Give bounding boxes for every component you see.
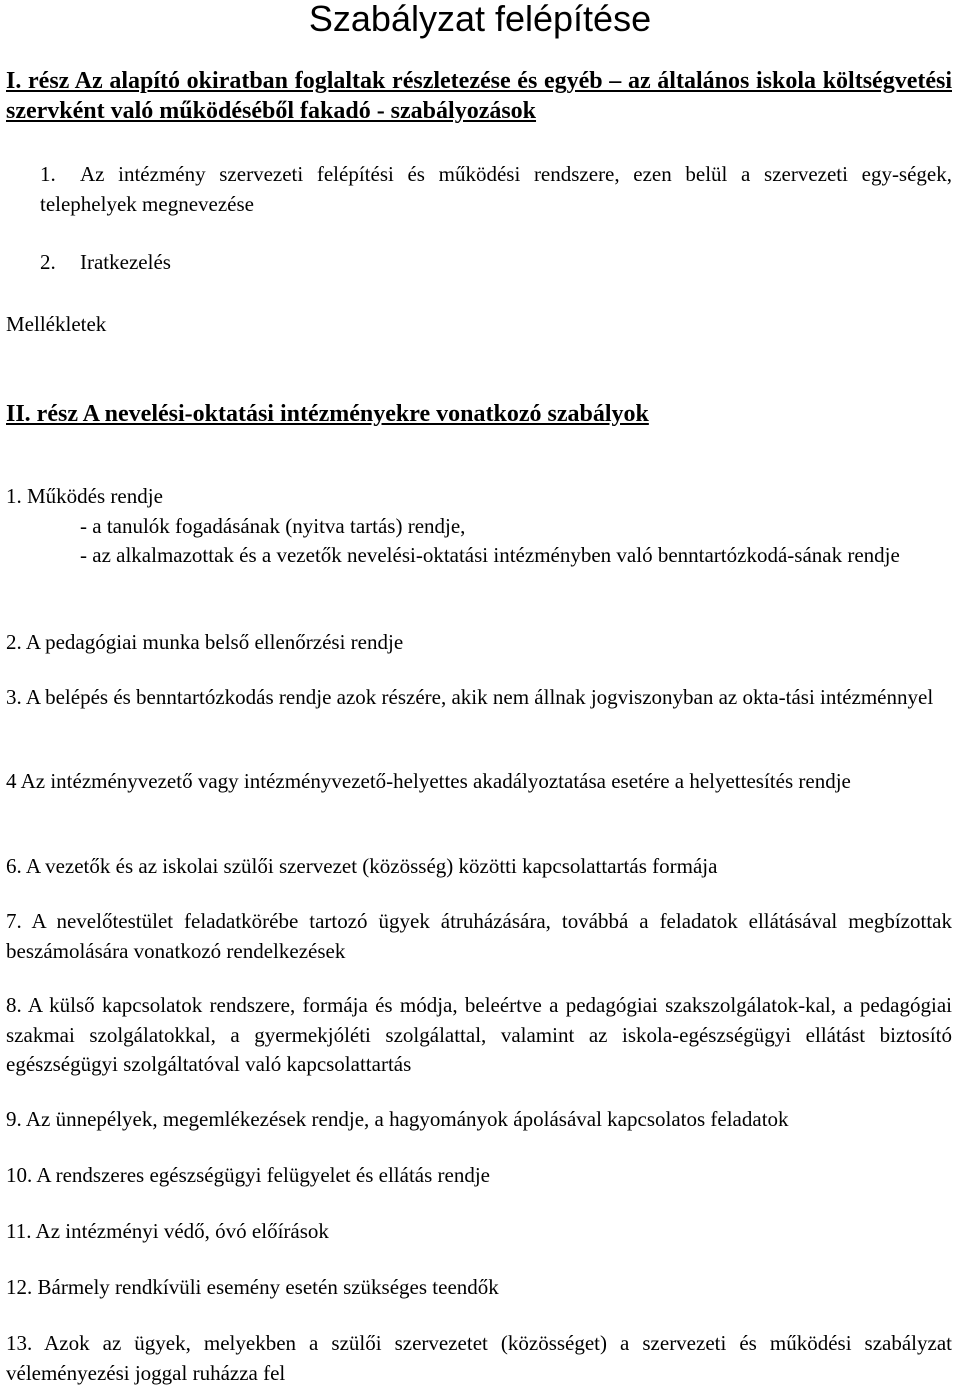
part2-item-6: 6. A vezetők és az iskolai szülői szervezet (közösség) közötti kapcsolattartás formája bbox=[6, 854, 718, 878]
part1-item-2-text: Iratkezelés bbox=[80, 250, 171, 274]
part2-item-12: 12. Bármely rendkívüli esemény esetén szükséges teendők bbox=[6, 1275, 499, 1299]
part2-item-1-sub-2: - az alkalmazottak és a vezetők nevelési-oktatási intézményben való benntartózkodá-sának rendje bbox=[80, 543, 900, 567]
part1-item-1-text: Az intézmény szervezeti felépítési és működési rendszere, ezen belül a szervezeti egy-ségek, telephelyek megnevezése bbox=[40, 162, 952, 216]
part2-item-3: 3. A belépés és benntartózkodás rendje azok részére, akik nem állnak jogviszonyban az okta-tási intézménnyel bbox=[6, 685, 934, 709]
part2-item-4: 4 Az intézményvezető vagy intézményvezető-helyettes akadályoztatása esetére a helyettesítés rendje bbox=[6, 769, 851, 793]
part1-item-2 bbox=[40, 248, 952, 278]
part1-item-2-number: 2. bbox=[40, 250, 56, 274]
attachments-label: Mellékletek bbox=[6, 312, 107, 336]
part2-item-9: 9. Az ünnepélyek, megemlékezések rendje, a hagyományok ápolásával kapcsolatos feladatok bbox=[6, 1107, 789, 1131]
part2-item-1-text: 1. Működés rendje bbox=[6, 484, 163, 508]
document-title: Szabályzat felépítése bbox=[308, 0, 652, 39]
part1-item-1-number: 1. bbox=[40, 162, 56, 186]
part2-item-1 bbox=[6, 482, 952, 571]
part2-heading: II. rész A nevelési-oktatási intézményekre vonatkozó szabályok bbox=[6, 401, 649, 427]
part1-item-1 bbox=[40, 160, 952, 219]
part2-item-1-sub-1: - a tanulók fogadásának (nyitva tartás) rendje, bbox=[80, 513, 466, 538]
part2-item-8: 8. A külső kapcsolatok rendszere, formája és módja, beleértve a pedagógiai szakszolgálatok-kal, a pedagógiai szakmai szolgálatokkal, a gyermekjóléti szolgálattal, valamint az iskola-egészségügyi ellátást biztosító egészségügyi szolgáltatóval való kapcsolattartás bbox=[6, 993, 952, 1076]
part2-item-11: 11. Az intézményi védő, óvó előírások bbox=[6, 1219, 329, 1243]
part2-item-7: 7. A nevelőtestület feladatkörébe tartozó ügyek átruházására, továbbá a feladatok ellátásával megbízottak beszámolására vonatkozó rendelkezések bbox=[6, 909, 952, 963]
part2-item-2: 2. A pedagógiai munka belső ellenőrzési rendje bbox=[6, 630, 404, 654]
part2-item-13: 13. Azok az ügyek, melyekben a szülői szervezetet (közösséget) a szervezeti és működési szabályzat véleményezési joggal ruházza fel bbox=[6, 1331, 952, 1385]
part1-heading: I. rész Az alapító okiratban foglaltak részletezése és egyéb – az általános iskola költségvetési szervként való működéséből fakadó - szabályozások bbox=[6, 68, 952, 124]
part2-item-10: 10. A rendszeres egészségügyi felügyelet és ellátás rendje bbox=[6, 1163, 490, 1187]
